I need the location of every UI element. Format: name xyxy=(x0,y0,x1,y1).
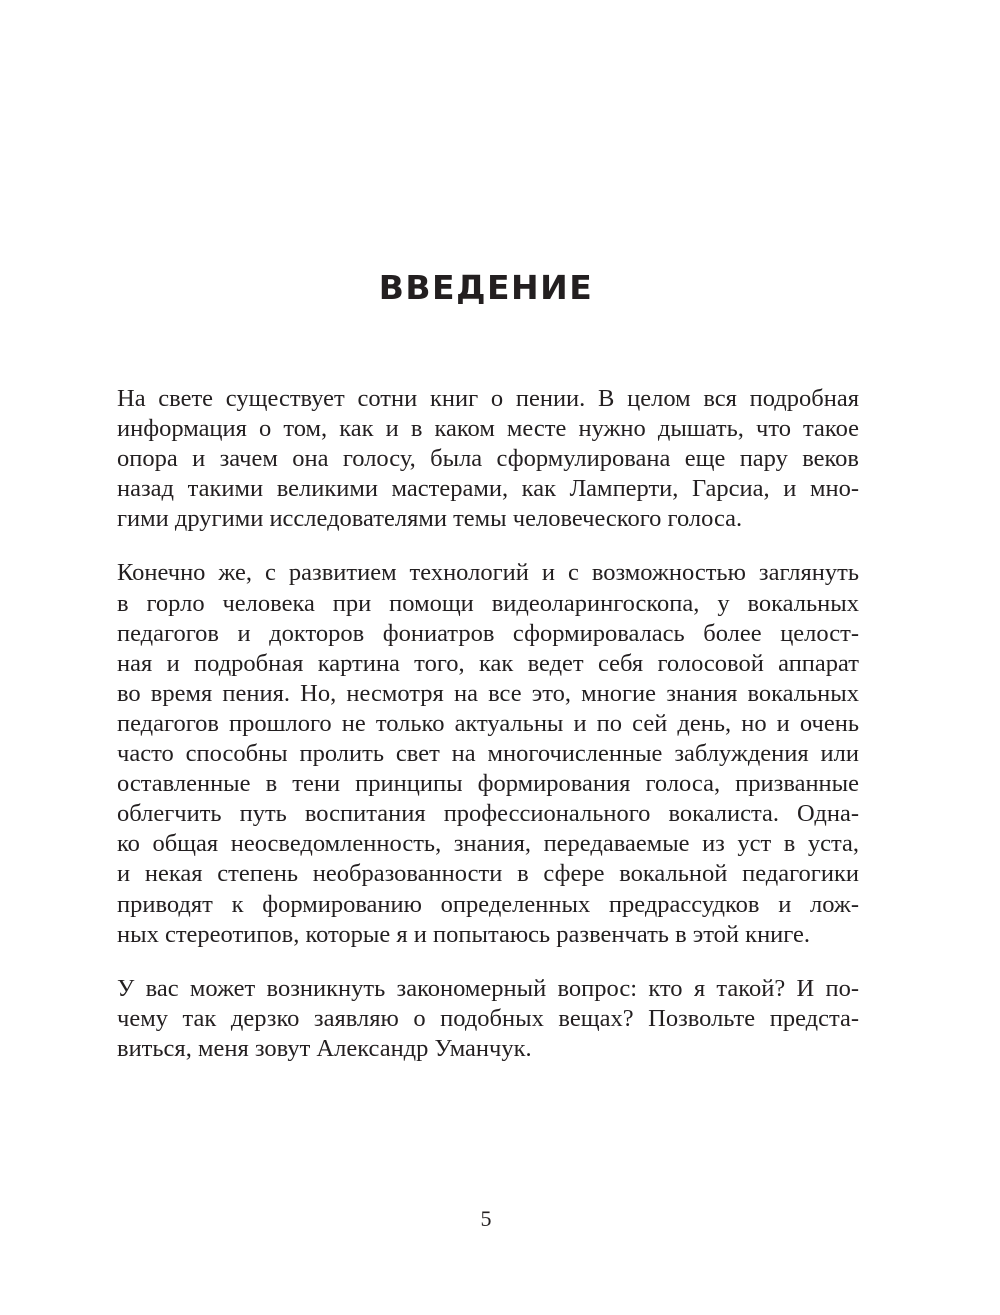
text-line: оставленные в тени принципы формирования голоса, призванные xyxy=(117,770,859,798)
text-line: ко общая неосведомленность, знания, передаваемые из уст в уста, xyxy=(117,830,859,858)
paragraph xyxy=(117,384,859,534)
text-line: во время пения. Но, несмотря на все это, многие знания вокальных xyxy=(117,679,859,707)
paragraph xyxy=(117,974,859,1064)
chapter-title: ВВЕДЕНИЕ xyxy=(378,268,594,307)
text-line: виться, меня зовут Александр Уманчук. xyxy=(117,1034,532,1062)
body-text xyxy=(117,384,859,1088)
text-line: и некая степень необразованности в сфере вокальной педагогики xyxy=(117,860,859,888)
text-line: в горло человека при помощи видеоларингоскопа, у вокальных xyxy=(117,589,859,617)
text-line: чему так дерзко заявляю о подобных вещах? Позвольте предста- xyxy=(117,1004,859,1032)
text-line: приводят к формированию определенных предрассудков и лож- xyxy=(117,890,859,918)
text-line: педагогов прошлого не только актуальны и по сей день, но и очень xyxy=(117,709,859,737)
text-line: опора и зачем она голосу, была сформулирована еще пару веков xyxy=(117,445,859,473)
text-line: гими другими исследователями темы человеческого голоса. xyxy=(117,505,743,533)
text-line: назад такими великими мастерами, как Ламперти, Гарсиа, и мно- xyxy=(117,475,859,503)
text-line: У вас может возникнуть закономерный вопрос: кто я такой? И по- xyxy=(117,974,859,1002)
text-line: ных стереотипов, которые я и попытаюсь развенчать в этой книге. xyxy=(117,920,811,948)
text-line: ная и подробная картина того, как ведет себя голосовой аппарат xyxy=(117,649,859,677)
paragraph xyxy=(117,558,859,949)
text-line: информация о том, как и в каком месте нужно дышать, что такое xyxy=(117,415,859,443)
text-line: часто способны пролить свет на многочисленные заблуждения или xyxy=(117,740,859,768)
text-line: На свете существует сотни книг о пении. В целом вся подробная xyxy=(117,385,859,412)
text-line: облегчить путь воспитания профессионального вокалиста. Одна- xyxy=(117,800,859,828)
text-line: Конечно же, с развитием технологий и с возможностью заглянуть xyxy=(117,559,859,587)
page-number: 5 xyxy=(480,1206,492,1231)
text-line: педагогов и докторов фониатров сформировалась более целост- xyxy=(117,619,859,647)
